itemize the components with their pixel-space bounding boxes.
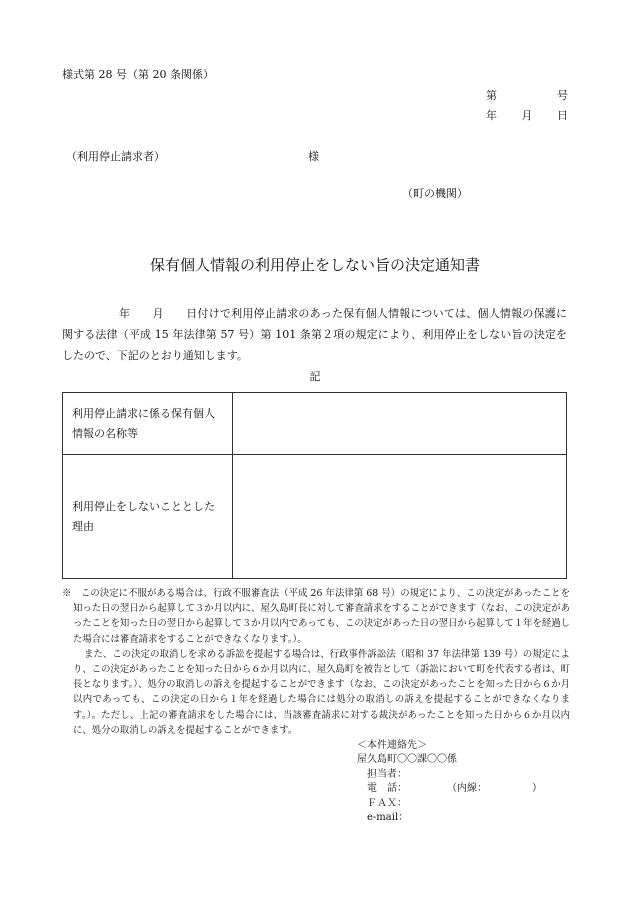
date-day: 日 xyxy=(557,109,568,122)
document-date xyxy=(486,107,568,123)
contact-phone: 電 話： （内線： ） xyxy=(357,783,542,795)
date-month: 月 xyxy=(521,109,533,122)
doc-number-suffix: 号 xyxy=(557,89,568,102)
row-value-info-name xyxy=(233,393,567,455)
document-number xyxy=(486,87,568,103)
row-label-info-name: 利用停止請求に係る保有個人 情報の名称等 xyxy=(63,393,233,455)
honorific: 様 xyxy=(308,150,319,163)
body-paragraph: 年 月 日付けで利用停止請求のあった保有個人情報については、個人情報の保護に関する法律（平成 15 年法律第 57 号）第 101 条第２項の規定により、利用停止をしない旨の決定をしたので、下記のとおり通知します。 xyxy=(62,307,567,362)
form-number: 様式第 28 号（第 20 条関係） xyxy=(62,68,214,81)
table-row xyxy=(63,455,567,579)
contact-block xyxy=(357,739,542,825)
ki-marker: 記 xyxy=(309,370,321,383)
contact-heading: ＜本件連絡先＞ xyxy=(357,740,427,751)
row-label-reason: 利用停止をしないこととした 理由 xyxy=(63,455,233,579)
contact-fax: ＦＡＸ： xyxy=(357,797,407,809)
contact-person: 担当者： xyxy=(357,768,407,780)
note-lawsuit: また、この決定の取消しを求める訴訟を提起する場合は、行政事件訴訟法（昭和 37 年法律第 139 号）の規定により、この決定があったことを知った日から６か月以内に、屋久島町を被告として（訴訟において町を代表する者は、町長となります。）、処分の取消しの訴えを提起することができます（なお、この決定があったことを知った日から６か月以内であっても、この決定の日から１年を経過した場合には処分の取消しの訴えを提起することができなくなります。）。ただし、上記の審査請求をした場合には、当該審査請求に対する裁決があったことを知った日から６か月以内に、処分の取消しの訴えを提起することができます。 xyxy=(73,648,570,736)
date-year: 年 xyxy=(486,109,497,122)
doc-number-prefix: 第 xyxy=(486,89,497,102)
recipient-label: （利用停止請求者） xyxy=(66,150,165,163)
row-value-reason xyxy=(233,455,567,579)
info-table xyxy=(62,392,567,579)
contact-email: e-mail： xyxy=(357,812,409,824)
agency-label: （町の機関） xyxy=(402,187,468,200)
table-row xyxy=(63,393,567,455)
document-title: 保有個人情報の利用停止をしない旨の決定通知書 xyxy=(149,256,480,274)
note-appeal: ※ この決定に不服がある場合は、行政不服審査法（平成 26 年法律第 68 号）の規定により、この決定があったことを知った日の翌日から起算して３か月以内に、屋久島町長に対して審査請求をすることができます（なお、この決定があったことを知った日の翌日から起算して３か月以内であっても、この決定があった日の翌日から起算して１年を経過した場合には審査請求をすることができなくなります。）。 xyxy=(62,588,570,645)
notes xyxy=(62,586,570,738)
contact-office: 屋久島町〇〇課〇〇係 xyxy=(357,754,457,766)
